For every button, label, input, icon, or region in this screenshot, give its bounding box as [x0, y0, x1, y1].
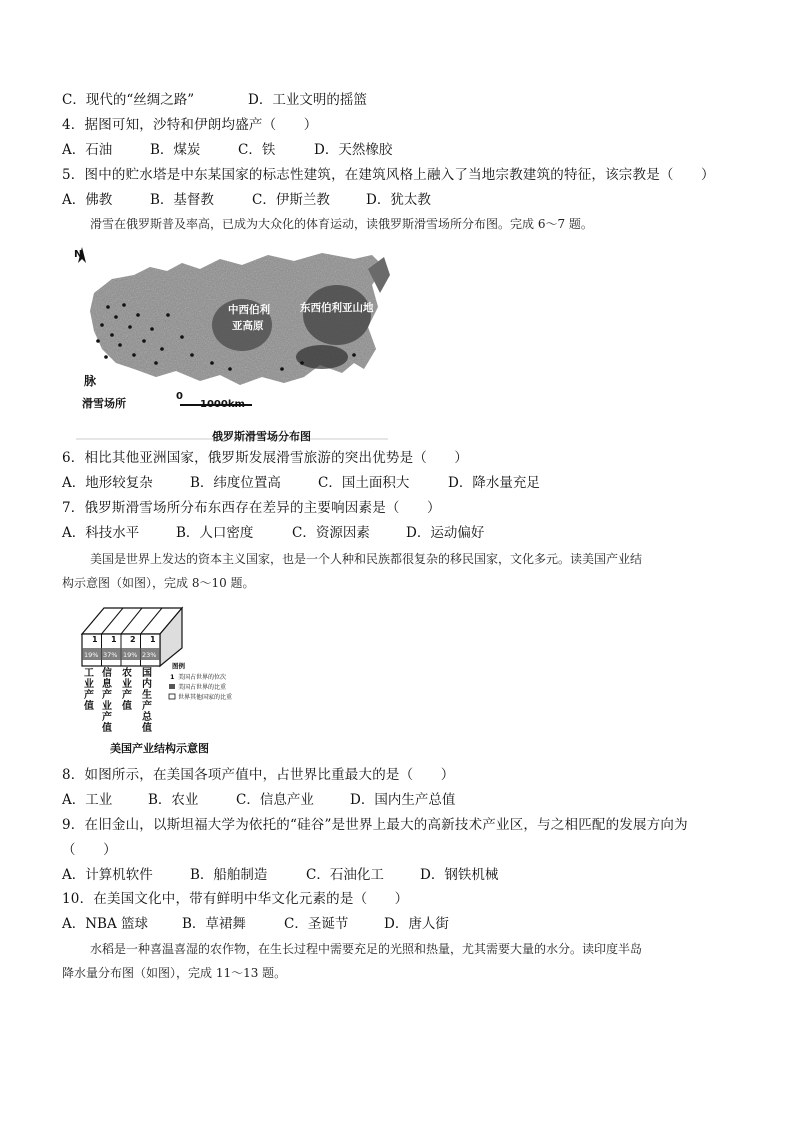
- q9-option-b: B．船舶制造: [190, 867, 268, 883]
- q8-stem: 8．如图所示，在美国各项产值中，占世界比重最大的是（ ）: [62, 767, 455, 783]
- legend-ski-label: 滑雪场所: [82, 397, 126, 410]
- q4-option-a: A．石油: [62, 142, 113, 158]
- legend-other-swatch: [169, 694, 175, 699]
- q5-option-b: B．基督教: [150, 192, 214, 208]
- q9-option-d: D．钢铁机械: [420, 867, 499, 883]
- q4-option-d: D．天然橡胶: [314, 142, 393, 158]
- column-label-industry: 工业产值: [84, 668, 94, 712]
- q4-option-c: C．铁: [238, 142, 276, 158]
- q10-option-c: C．圣诞节: [284, 916, 349, 932]
- intro-8-10-line2: 构示意图（如图），完成 8～10 题。: [62, 576, 255, 590]
- rank-agri: 2: [130, 635, 136, 644]
- q6-option-b: B．纬度位置高: [190, 475, 281, 491]
- legend-share-swatch: [169, 684, 175, 689]
- q7-option-a: A．科技水平: [62, 525, 140, 541]
- q10-option-b: B．草裙舞: [182, 916, 246, 932]
- scale-zero: 0: [176, 391, 183, 402]
- intro-11-13-line1: 水稻是一种喜温喜湿的农作物，在生长过程中需要充足的光照和热量，尤其需要大量的水分。读印度半岛: [90, 942, 643, 956]
- q4-option-b: B．煤炭: [150, 142, 201, 158]
- rank-gdp: 1: [150, 635, 156, 644]
- rank-info: 1: [111, 635, 117, 644]
- q3-option-d: D．工业文明的摇篮: [248, 92, 367, 108]
- intro-6-7: 滑雪在俄罗斯普及率高，已成为大众化的体育运动，读俄罗斯滑雪场所分布图。完成 6～7 题。: [90, 217, 593, 231]
- q9-option-c: C．石油化工: [306, 867, 384, 883]
- industry-caption: 美国产业结构示意图: [110, 742, 209, 755]
- rank-industry: 1: [92, 635, 98, 644]
- percent-industry: 19%: [84, 651, 99, 659]
- q7-stem: 7．俄罗斯滑雪场所分布东西存在差异的主要响因素是（ ）: [62, 500, 441, 516]
- scale-km: 1000km: [200, 399, 245, 410]
- q8-option-a: A．工业: [62, 792, 113, 808]
- q6-stem: 6．相比其他亚洲国家，俄罗斯发展滑雪旅游的突出优势是（ ）: [62, 450, 469, 466]
- label-mountain-range: 脉: [84, 374, 97, 388]
- q6-option-c: C．国土面积大: [318, 475, 410, 491]
- percent-agri: 19%: [123, 651, 138, 659]
- label-siberia-2: 亚高原: [232, 320, 264, 332]
- q8-option-d: D．国内生产总值: [350, 792, 456, 808]
- intro-8-10-line1: 美国是世界上发达的资本主义国家，也是一个人种和民族都很复杂的移民国家，文化多元。读美国产业结: [90, 552, 643, 566]
- column-label-agri: 农业产值: [122, 668, 132, 712]
- column-label-info: 信息产业产值: [102, 668, 112, 734]
- percent-info: 37%: [103, 651, 118, 659]
- q10-option-d: D．唐人街: [384, 916, 449, 932]
- map-caption: 俄罗斯滑雪场分布图: [212, 430, 311, 443]
- q5-option-d: D．犹太教: [366, 192, 431, 208]
- q9-option-a: A．计算机软件: [62, 867, 153, 883]
- east-mountains-shade: [303, 285, 371, 345]
- legend-other: 世界其他国家的比重: [178, 694, 233, 701]
- label-siberia-1: 中西伯利: [228, 304, 270, 316]
- q4-stem: 4．据图可知，沙特和伊朗均盛产（ ）: [62, 117, 318, 133]
- us-industry-figure: [78, 604, 258, 732]
- q10-stem: 10．在美国文化中，带有鲜明中华文化元素的是（ ）: [62, 891, 409, 907]
- q6-option-a: A．地形较复杂: [62, 475, 153, 491]
- russia-map-graphic: [72, 245, 392, 440]
- q7-option-c: C．资源因素: [292, 525, 370, 541]
- q8-option-b: B．农业: [148, 792, 199, 808]
- north-label: N: [74, 249, 83, 260]
- intro-11-13-line2: 降水量分布图（如图），完成 11～13 题。: [62, 966, 287, 980]
- legend-share: 美国占世界的比重: [178, 684, 227, 691]
- q7-option-d: D．运动偏好: [406, 525, 485, 541]
- q5-stem: 5．图中的贮水塔是中东某国家的标志性建筑，在建筑风格上融入了当地宗教建筑的特征，该宗教是（ ）: [62, 167, 715, 183]
- column-label-gdp: 国内生产总值: [142, 668, 152, 734]
- q5-option-c: C．伊斯兰教: [252, 192, 330, 208]
- q6-option-d: D．降水量充足: [448, 475, 540, 491]
- q7-option-b: B．人口密度: [176, 525, 254, 541]
- legend-title: 图例: [172, 662, 185, 670]
- legend-rank-key: 1: [170, 673, 175, 681]
- q9-stem-blank: （ ）: [62, 842, 117, 858]
- label-east-mountains: 东西伯利亚山地: [300, 302, 374, 314]
- percent-gdp: 23%: [142, 651, 157, 659]
- q8-option-c: C．信息产业: [236, 792, 314, 808]
- russia-ski-map: [72, 245, 392, 440]
- q9-stem: 9．在旧金山，以斯坦福大学为依托的“硅谷”是世界上最大的高新技术产业区，与之相匹配的发展方向为: [62, 817, 688, 833]
- q5-option-a: A．佛教: [62, 192, 113, 208]
- south-mountains-shade: [296, 345, 348, 369]
- q3-option-c: C．现代的“丝绸之路”: [62, 92, 195, 108]
- q10-option-a: A．NBA 篮球: [62, 916, 149, 932]
- legend-rank: 美国占世界的位次: [178, 674, 227, 681]
